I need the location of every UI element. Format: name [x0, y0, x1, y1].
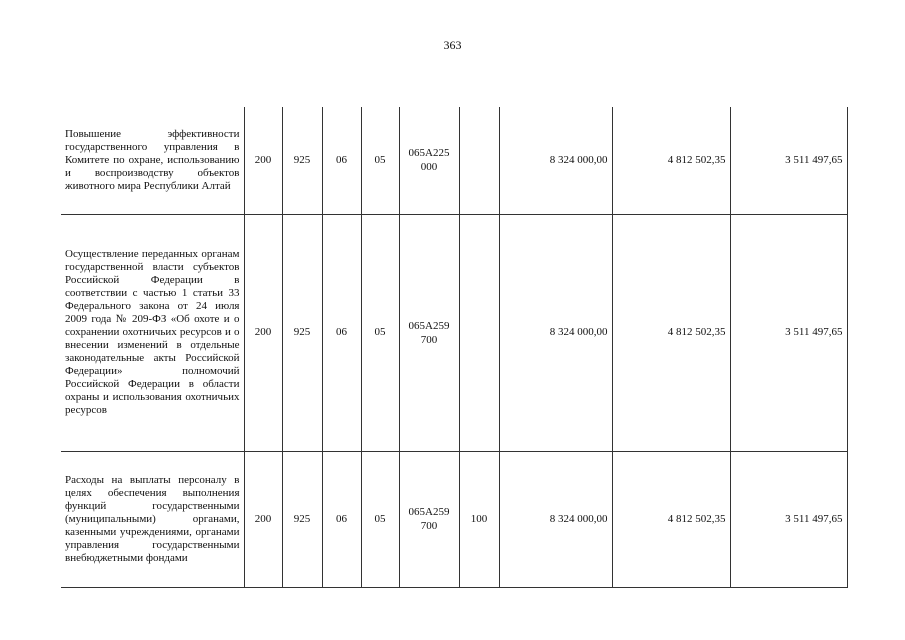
col-amount-planned: 8 324 000,00: [499, 451, 612, 587]
col-code-200: 200: [244, 214, 282, 451]
col-amount-planned: 8 324 000,00: [499, 214, 612, 451]
page-number: 363: [443, 38, 462, 52]
row-description: Осуществление переданных органам государственной власти субъектов Российской Федерации в соответствии с частью 1 статьи 33 Федерального закона от 24 июля 2009 года № 209-ФЗ «Об охоте и о сохранении охотничьих ресурсов и о внесении изменений в отдельные законодательные акты Российской Федерации» полномочий Российской Федерации в области охраны и использования охотничьих ресурсов: [61, 214, 244, 451]
row-description: Повышение эффективности государственного управления в Комитете по охране, использованию и воспроизводству объектов животного мира Республики Алтай: [61, 107, 244, 214]
row-description: Расходы на выплаты персоналу в целях обеспечения выполнения функций государственными (муниципальными) органами, казенными учреждениями, органами управления государственными внебюджетными фондами: [61, 451, 244, 587]
col-section: 06: [322, 451, 361, 587]
col-amount-executed: 4 812 502,35: [612, 107, 730, 214]
col-target-code: 065A259 700: [399, 451, 459, 587]
budget-table: [61, 107, 848, 588]
col-amount-executed: 4 812 502,35: [612, 451, 730, 587]
col-amount-remaining: 3 511 497,65: [730, 214, 847, 451]
col-code-200: 200: [244, 107, 282, 214]
col-target-code: 065A259 700: [399, 214, 459, 451]
col-subsection: 05: [361, 107, 399, 214]
col-section: 06: [322, 214, 361, 451]
col-expense-type: [459, 107, 499, 214]
col-amount-remaining: 3 511 497,65: [730, 451, 847, 587]
col-subsection: 05: [361, 214, 399, 451]
col-amount-remaining: 3 511 497,65: [730, 107, 847, 214]
col-target-code: 065A225 000: [399, 107, 459, 214]
col-code-200: 200: [244, 451, 282, 587]
col-ministry-code: 925: [282, 214, 322, 451]
col-expense-type: 100: [459, 451, 499, 587]
col-subsection: 05: [361, 451, 399, 587]
col-ministry-code: 925: [282, 107, 322, 214]
table-row: [61, 451, 847, 587]
col-ministry-code: 925: [282, 451, 322, 587]
table-row: [61, 107, 847, 214]
col-expense-type: [459, 214, 499, 451]
col-amount-executed: 4 812 502,35: [612, 214, 730, 451]
col-section: 06: [322, 107, 361, 214]
col-amount-planned: 8 324 000,00: [499, 107, 612, 214]
table-row: [61, 214, 847, 451]
